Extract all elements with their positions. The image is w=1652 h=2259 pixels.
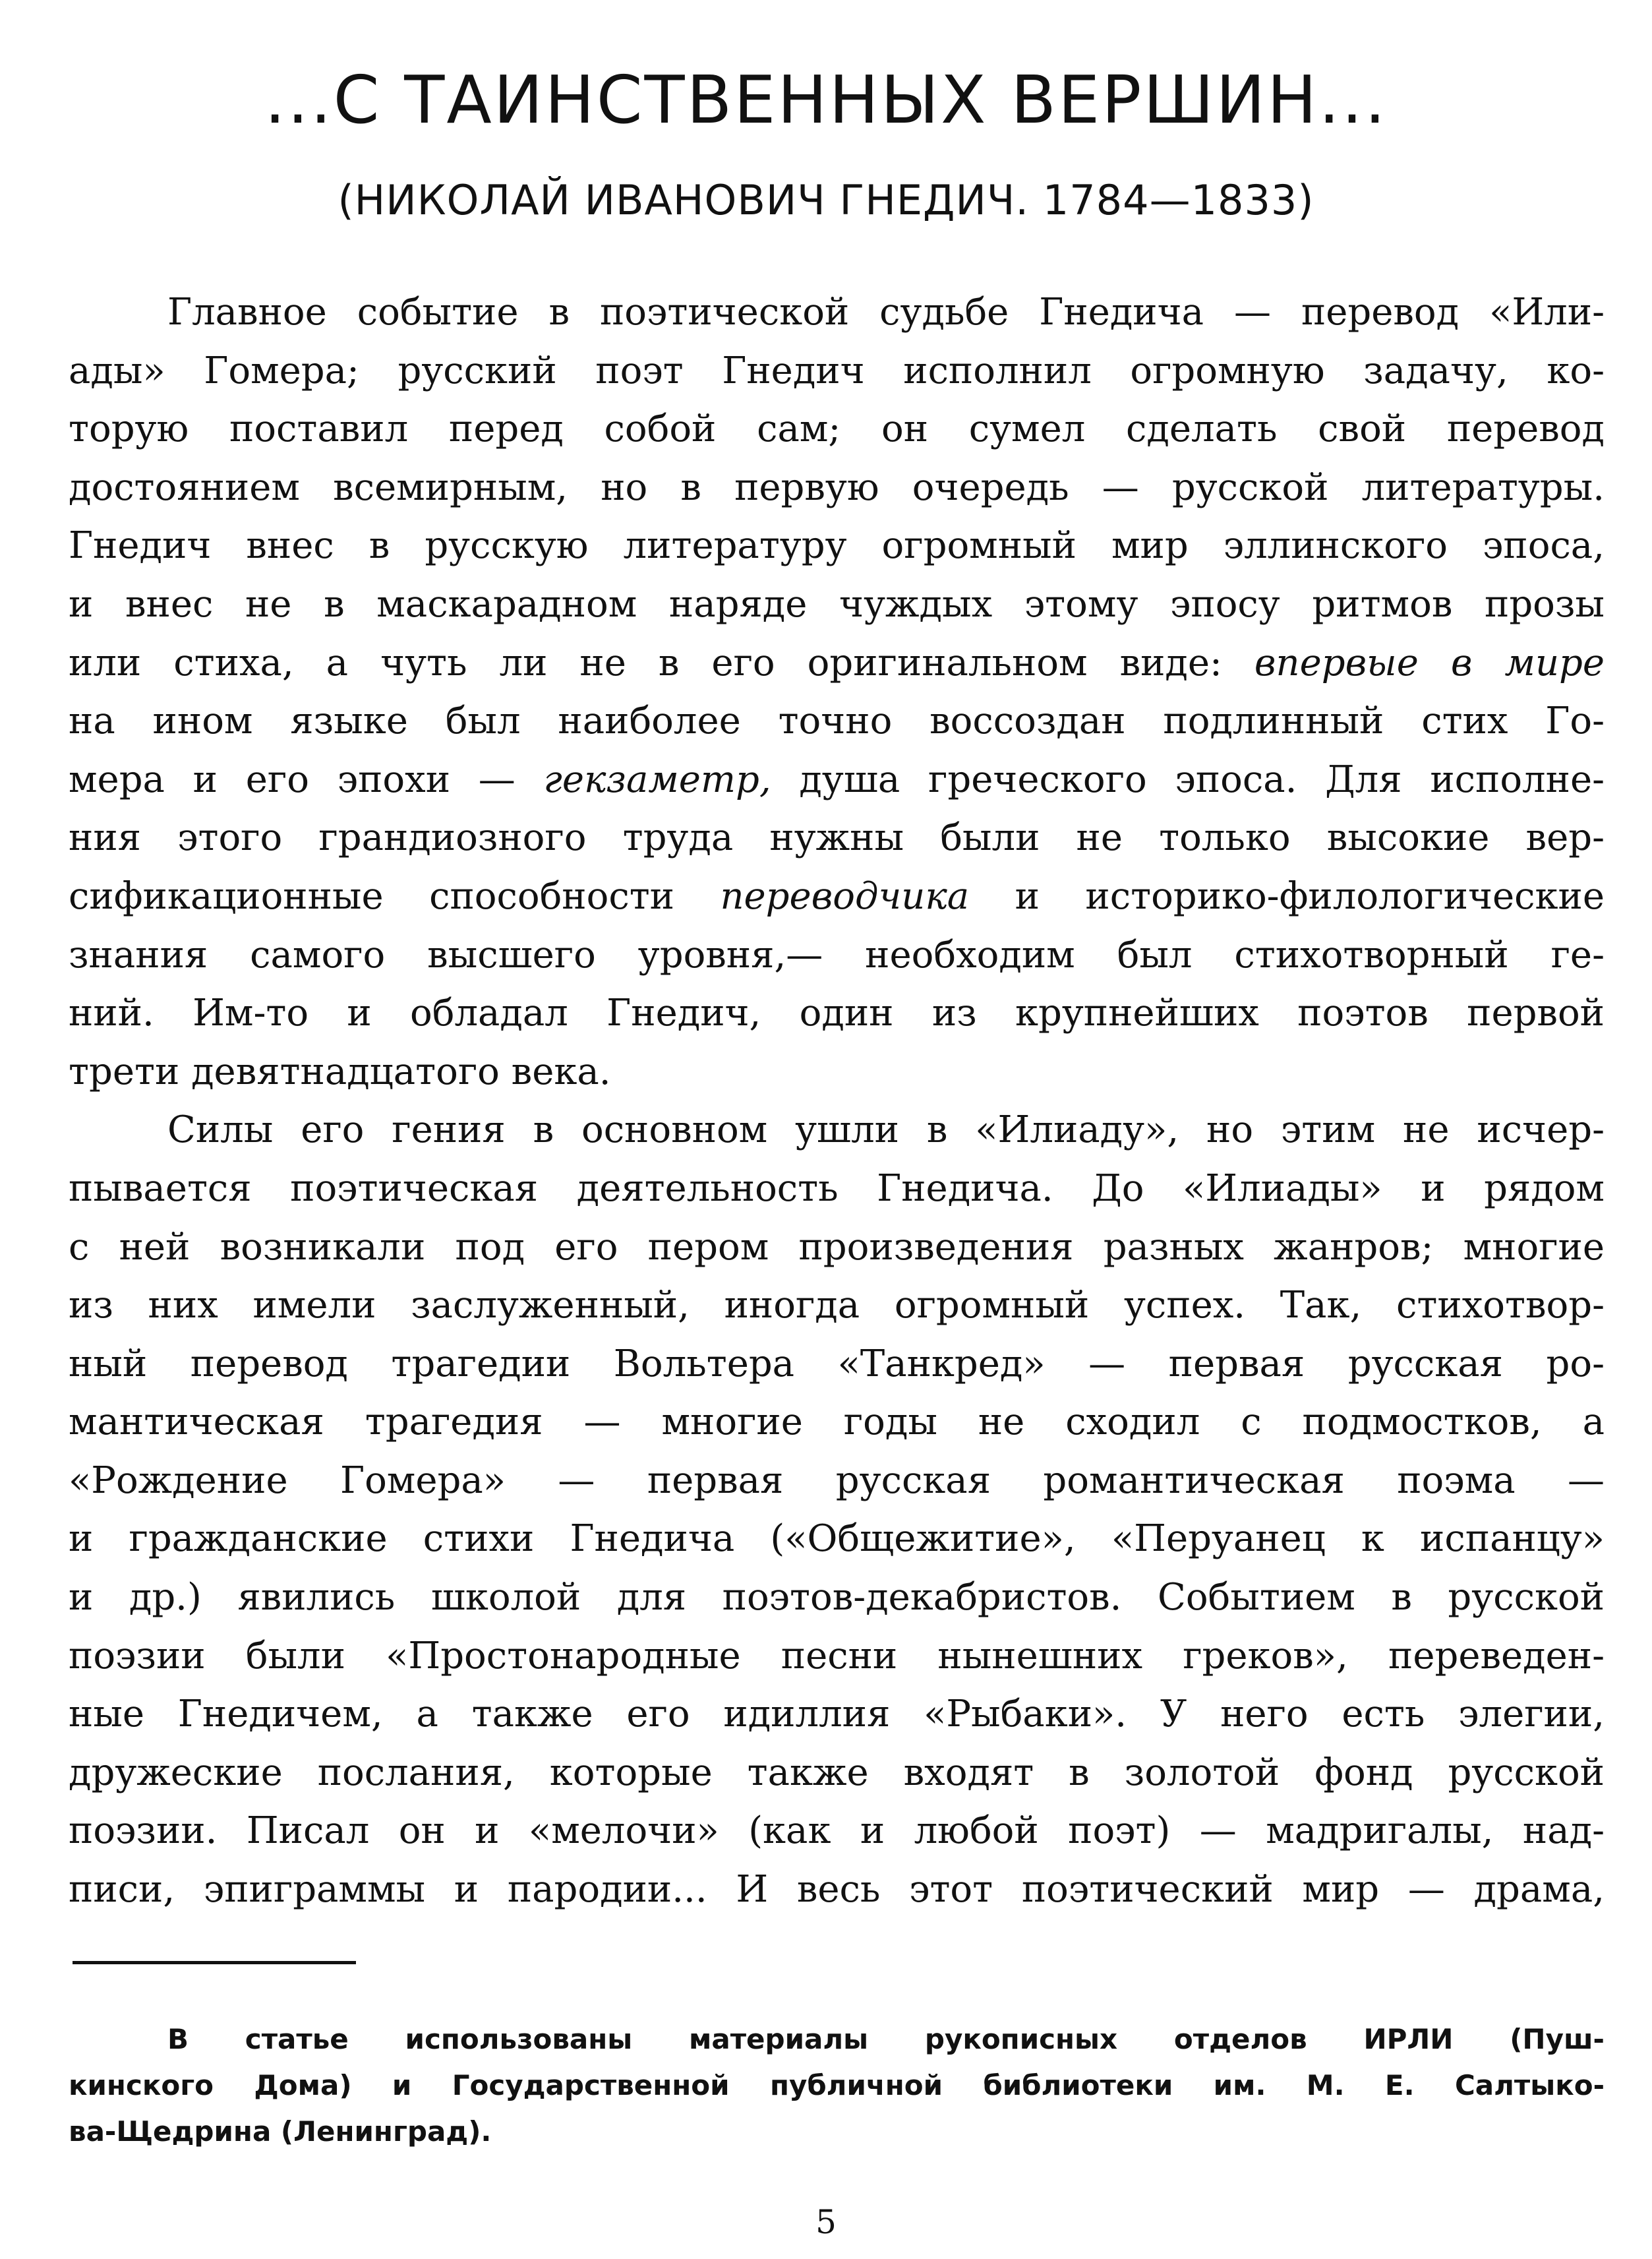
text-line: торую поставил перед собой сам; он сумел сделать свой перевод [69, 407, 1605, 451]
text-line: ния этого грандиозного труда нужны были не только высокие вер- [69, 816, 1605, 860]
paragraph-2 [69, 1101, 1605, 1919]
text-line: писи, эпиграммы и пародии... И весь этот поэтический мир — драма, [69, 1868, 1605, 1912]
article-body [69, 284, 1605, 1919]
page-number: 5 [815, 2203, 837, 2241]
text-line: пывается поэтическая деятельность Гнедича. До «Илиады» и рядом [69, 1166, 1605, 1210]
text-line: и др.) явились школой для поэтов-декабристов. Событием в русской [69, 1576, 1605, 1619]
paragraph-1 [69, 284, 1605, 1101]
text-line: на ином языке был наиболее точно воссоздан подлинный стих Го- [69, 700, 1605, 743]
footnote-line: В статье использованы материалы рукописных отделов ИРЛИ (Пуш- [167, 2023, 1605, 2055]
text-run: или стиха, а чуть ли не в его оригинальном виде: [69, 641, 1254, 684]
text-line: ний. Им-то и обладал Гнедич, один из крупнейших поэтов первой [69, 992, 1605, 1035]
text-line: «Рождение Гомера» — первая русская романтическая поэма — [69, 1459, 1605, 1502]
page-subtitle: (НИКОЛАЙ ИВАНОВИЧ ГНЕДИЧ. 1784—1833) [338, 176, 1314, 224]
text-line: мантическая трагедия — многие годы не сходил с подмостков, а [69, 1401, 1605, 1444]
text-line: ный перевод трагедии Вольтера «Танкред» — первая русская ро- [69, 1342, 1605, 1385]
text-line: трети девятнадцатого века. [69, 1050, 611, 1093]
text-line [69, 868, 1605, 926]
text-run: сификационные способности [69, 874, 721, 918]
footnote-line: ва-Щедрина (Ленинград). [69, 2115, 492, 2148]
italic-phrase: гекзаметр, [543, 758, 771, 801]
text-line [69, 634, 1605, 693]
text-run: мера и его эпохи — [69, 758, 544, 801]
text-line: Гнедич внес в русскую литературу огромный мир эллинского эпоса, [69, 524, 1605, 568]
text-line: дружеские послания, которые также входят в золотой фонд русской [69, 1751, 1605, 1794]
text-line: поэзии были «Простонародные песни нынешних греков», переведен- [69, 1634, 1605, 1677]
text-line: Главное событие в поэтической судьбе Гнедича — перевод «Или- [167, 291, 1605, 334]
text-line: достоянием всемирным, но в первую очередь — русской литературы. [69, 466, 1605, 509]
text-line: и гражданские стихи Гнедича («Общежитие», «Перуанец к испанцу» [69, 1517, 1605, 1561]
text-line: ные Гнедичем, а также его идиллия «Рыбаки». У него есть элегии, [69, 1693, 1605, 1736]
text-line: и внес не в маскарадном наряде чуждых этому эпосу ритмов прозы [69, 582, 1605, 626]
italic-phrase: впервые в мире [1254, 641, 1605, 684]
text-run: душа греческого эпоса. Для исполне- [771, 758, 1605, 801]
footnote-divider [73, 1961, 356, 1964]
text-line: знания самого высшего уровня,— необходим был стихотворный ге- [69, 933, 1605, 977]
text-line: Силы его гения в основном ушли в «Илиаду», но этим не исчер- [167, 1108, 1605, 1152]
text-line [69, 751, 1605, 810]
text-line: поэзии. Писал он и «мелочи» (как и любой поэт) — мадригалы, над- [69, 1809, 1605, 1853]
text-line: из них имели заслуженный, иногда огромный успех. Так, стихотвор- [69, 1284, 1605, 1327]
text-line: с ней возникали под его пером произведения разных жанров; многие [69, 1225, 1605, 1269]
italic-phrase: переводчика [720, 874, 970, 918]
text-run: и историко-филологические [969, 874, 1605, 918]
footnote [69, 2016, 1605, 2155]
text-line: ады» Гомера; русский поэт Гнедич исполнил огромную задачу, ко- [69, 349, 1605, 392]
footnote-line: кинского Дома) и Государственной публичной библиотеки им. М. Е. Салтыко- [69, 2069, 1605, 2101]
page-title: ...С ТАИНСТВЕННЫХ ВЕРШИН... [264, 61, 1388, 138]
